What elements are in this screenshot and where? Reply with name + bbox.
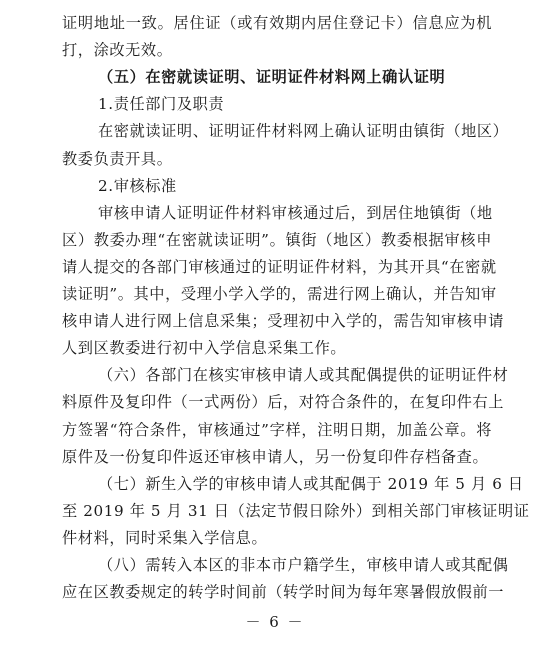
text-line: 件材料，同时采集入学信息。 xyxy=(62,528,268,547)
text-line: 教委负责开具。 xyxy=(62,149,173,168)
text-line: 至 2019 年 5 月 31 日（法定节假日除外）到相关部门审核证明证 xyxy=(62,501,530,520)
subsection-heading: 2.审核标准 xyxy=(98,176,177,195)
text-line: 审核申请人证明证件材料审核通过后，到居住地镇街（地 xyxy=(98,203,493,222)
text-line: 打，涂改无效。 xyxy=(62,41,173,60)
text-line: 区）教委办理“在密就读证明”。镇街（地区）教委根据审核申 xyxy=(62,230,492,249)
text-line: （六）各部门在核实审核申请人或其配偶提供的证明证件材 xyxy=(98,366,509,385)
text-line: 人到区教委进行初中入学信息采集工作。 xyxy=(62,339,347,358)
subsection-heading: 1.责任部门及职责 xyxy=(98,95,225,114)
text-line: 读证明”。其中，受理小学入学的，需进行网上确认，并告知审 xyxy=(62,285,497,303)
text-line: 证明地址一致。居住证（或有效期内居住登记卡）信息应为机 xyxy=(62,14,492,32)
text-line: 核申请人进行网上信息采集；受理初中入学的，需告知审核申请 xyxy=(62,312,505,331)
text-line: 料原件及复印件（一式两份）后，对符合条件的，在复印件右上 xyxy=(62,393,505,412)
text-line: 方签署“符合条件，审核通过”字样，注明日期，加盖公章。将 xyxy=(62,420,492,439)
text-line: 应在区教委规定的转学时间前（转学时间为每年寒暑假放假前一 xyxy=(62,583,505,602)
text-line: 请人提交的各部门审核通过的证明证件材料，为其开具“在密就 xyxy=(62,257,497,276)
text-line: （七）新生入学的审核申请人或其配偶于 2019 年 5 月 6 日 xyxy=(98,474,524,493)
text-line: （八）需转入本区的非本市户籍学生，审核申请人或其配偶 xyxy=(98,556,509,574)
text-line: 原件及一份复印件返还审核申请人，另一份复印件存档备查。 xyxy=(62,447,489,466)
text-line: 在密就读证明、证明证件材料网上确认证明由镇街（地区） xyxy=(98,122,509,141)
section-heading: （五）在密就读证明、证明证件材料网上确认证明 xyxy=(98,68,446,87)
page-number: － 6 － xyxy=(245,613,305,631)
